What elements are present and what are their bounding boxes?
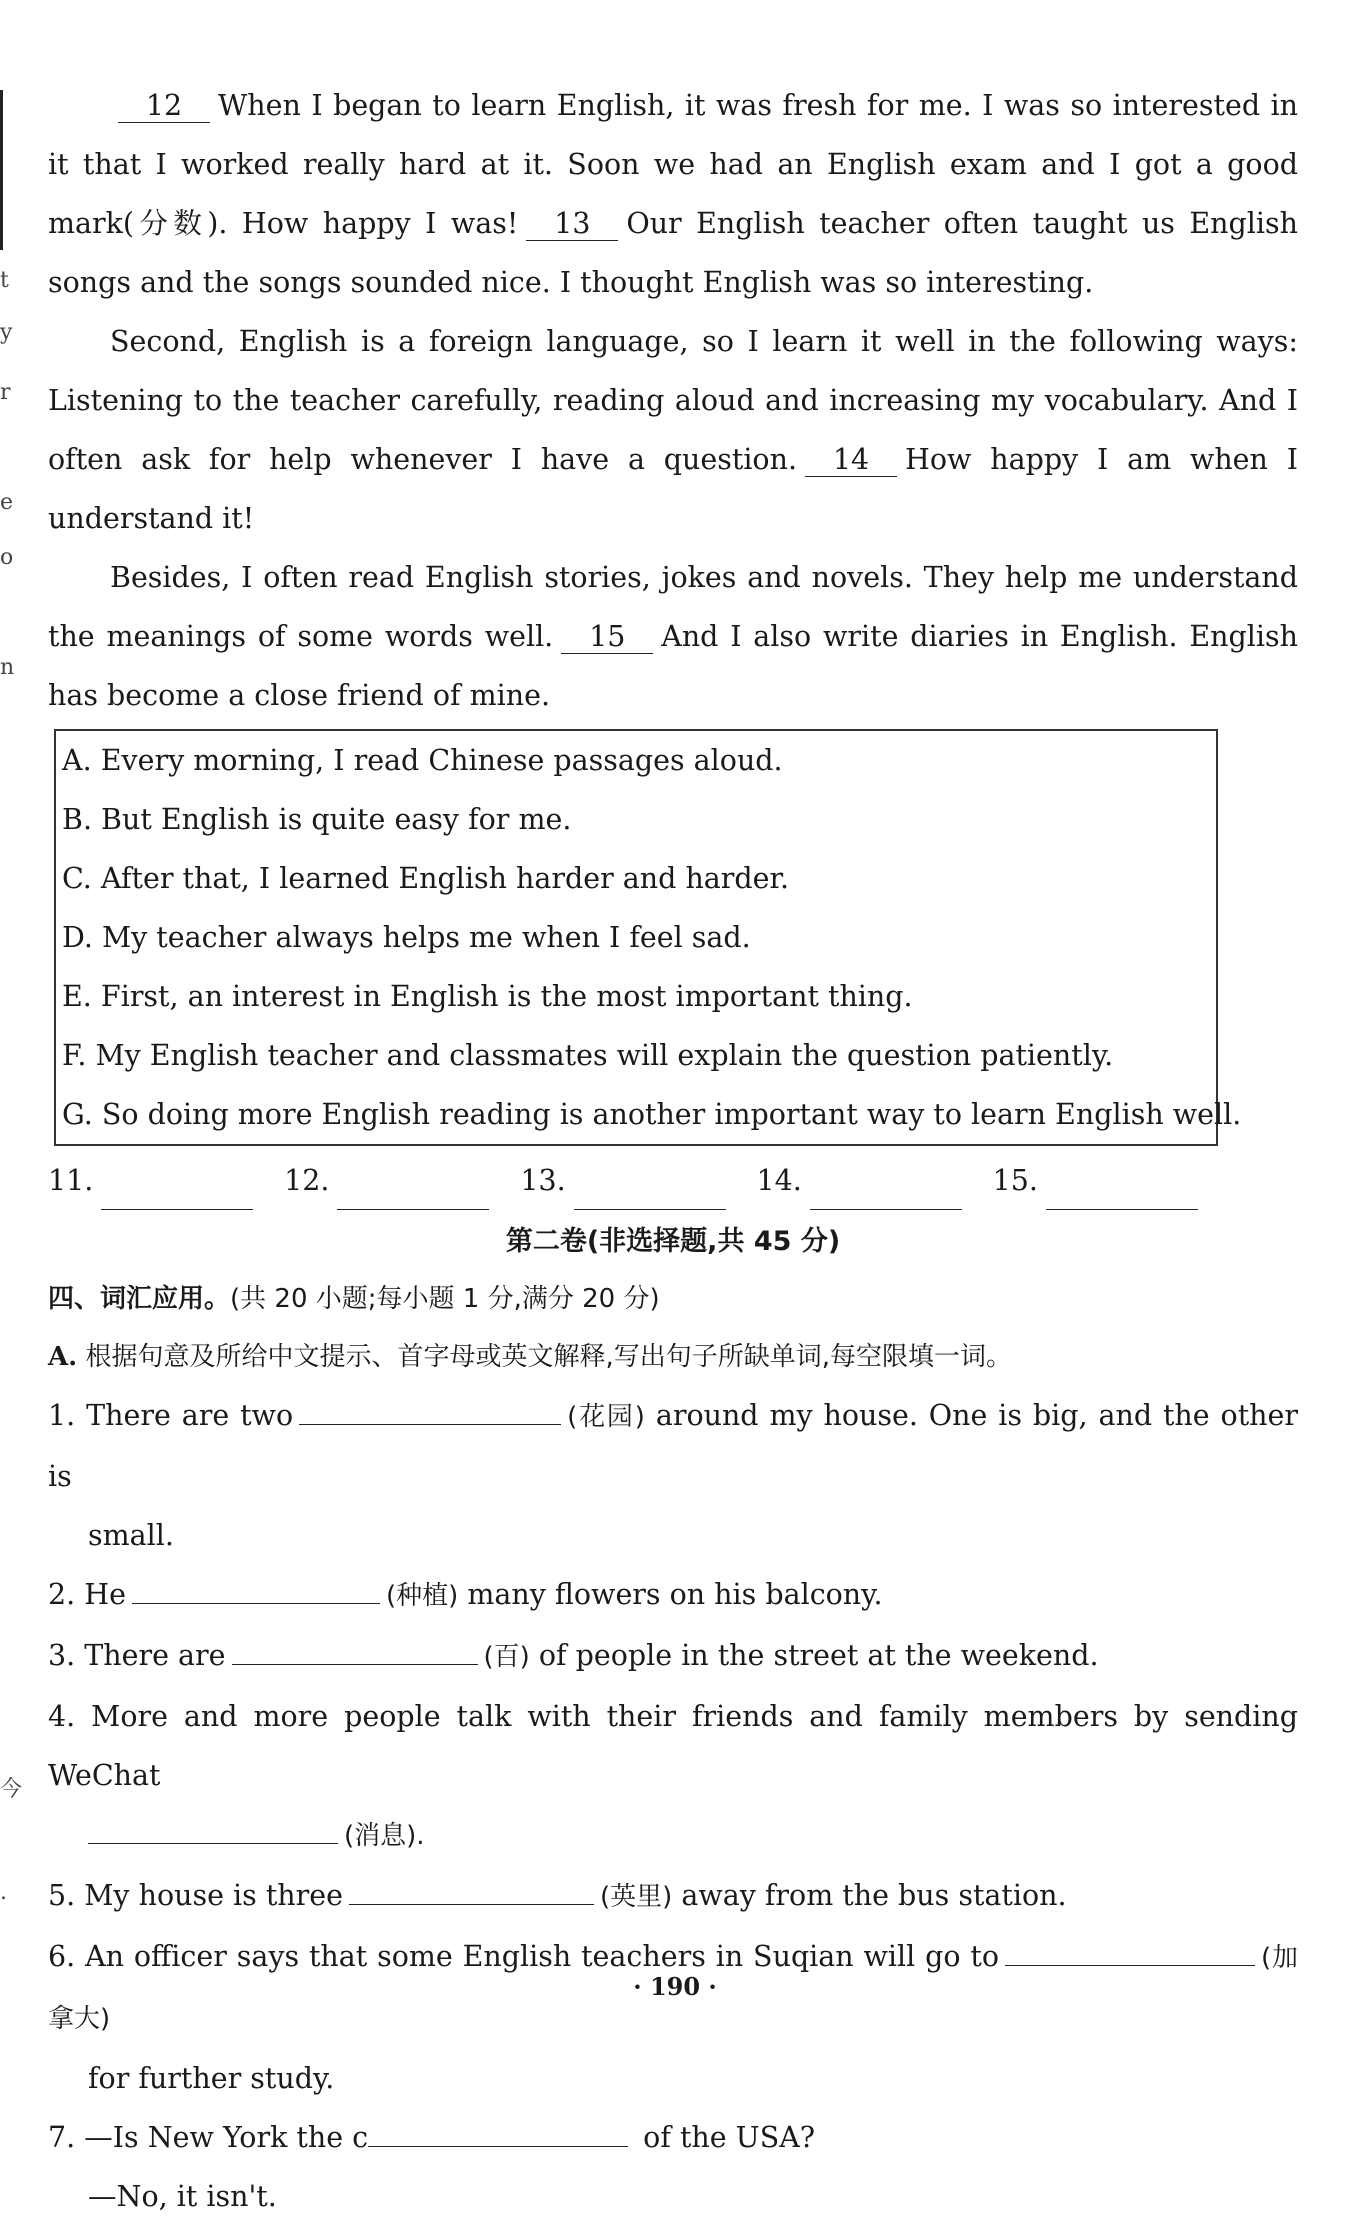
paragraph-text: How happy I am when I understand it! xyxy=(48,443,1298,535)
question-4 xyxy=(48,1687,1298,1805)
question-text: 5. My house is three xyxy=(48,1879,343,1912)
part-a-label: A. xyxy=(48,1342,78,1372)
option-e: E. First, an interest in English is the most important thing. xyxy=(62,980,913,1013)
question-6-continued: for further study. xyxy=(88,2062,335,2095)
question-hint: (加拿大) xyxy=(48,1943,1298,2034)
option-d: D. My teacher always helps me when I feel sad. xyxy=(62,921,751,954)
question-hint: (消息). xyxy=(344,1821,425,1851)
paragraph-text: When I began to learn English, it was fresh for me. I was so interested in it that I worked really hard at it. Soon we had an English exam and I got a good mark(分数). How happy I was! xyxy=(48,89,1298,240)
margin-rule xyxy=(0,90,3,250)
margin-mark: y xyxy=(0,320,13,345)
passage-paragraph-3 xyxy=(48,548,1298,725)
margin-mark: . xyxy=(0,1880,7,1905)
answer-label: 11. xyxy=(48,1164,94,1197)
question-2 xyxy=(48,1565,1298,1626)
question-hint: (百) xyxy=(483,1642,530,1672)
paragraph-text: Besides, I often read English stories, jokes and novels. They help me understand the meanings of some words well. xyxy=(48,561,1298,653)
fill-blank[interactable] xyxy=(132,1573,380,1604)
answer-15 xyxy=(993,1151,1198,1210)
answer-label: 14. xyxy=(756,1164,802,1197)
question-3 xyxy=(48,1626,1298,1687)
fill-blank[interactable] xyxy=(232,1634,478,1665)
answer-line[interactable] xyxy=(1046,1179,1198,1210)
answer-line[interactable] xyxy=(101,1179,253,1210)
passage-paragraph-2 xyxy=(48,312,1298,548)
question-5 xyxy=(48,1866,1298,1927)
fill-blank[interactable] xyxy=(349,1874,594,1905)
margin-mark: e xyxy=(0,490,14,515)
blank-14: 14 xyxy=(805,444,897,477)
answer-row xyxy=(48,1154,1198,1210)
margin-mark: n xyxy=(0,655,15,680)
question-text: away from the bus station. xyxy=(681,1879,1067,1912)
answer-label: 13. xyxy=(520,1164,566,1197)
question-hint: (英里) xyxy=(599,1882,673,1912)
fill-blank[interactable] xyxy=(88,1813,338,1844)
question-text: of the USA? xyxy=(643,2121,816,2154)
answer-line[interactable] xyxy=(574,1179,726,1210)
answer-12 xyxy=(284,1151,489,1210)
question-7-reply: —No, it isn't. xyxy=(88,2180,277,2213)
question-text: many flowers on his balcony. xyxy=(467,1578,883,1611)
answer-label: 12. xyxy=(284,1164,330,1197)
question-7 xyxy=(48,2108,1298,2167)
section-four-title: 四、词汇应用。 xyxy=(48,1284,231,1314)
margin-mark: r xyxy=(0,380,11,405)
question-text: 7. —Is New York the c xyxy=(48,2121,369,2154)
question-text: 3. There are xyxy=(48,1639,226,1672)
answer-line[interactable] xyxy=(337,1179,489,1210)
question-4-continued xyxy=(48,1805,1298,1866)
fill-blank[interactable] xyxy=(299,1394,561,1425)
option-b: B. But English is quite easy for me. xyxy=(62,803,572,836)
question-text: around my house. One is big, and the other is xyxy=(48,1399,1299,1493)
answer-label: 15. xyxy=(992,1164,1038,1197)
question-text: 2. He xyxy=(48,1578,126,1611)
question-hint: (种植) xyxy=(385,1581,459,1611)
section-four-heading xyxy=(48,1270,1298,1328)
question-text: of people in the street at the weekend. xyxy=(538,1639,1099,1672)
blank-12: 12 xyxy=(118,90,210,123)
content-area xyxy=(48,76,1298,2226)
paragraph-text: And I also write diaries in English. English has become a close friend of mine. xyxy=(48,620,1298,712)
blank-15: 15 xyxy=(561,621,653,654)
paragraph-text: Our English teacher often taught us English songs and the songs sounded nice. I thought English was so interesting. xyxy=(48,207,1298,299)
question-1 xyxy=(48,1386,1298,1506)
option-f: F. My English teacher and classmates will explain the question patiently. xyxy=(62,1039,1114,1072)
question-text: 4. More and more people talk with their friends and family members by sending WeChat xyxy=(48,1700,1298,1792)
section-four-note: (共 20 小题;每小题 1 分,满分 20 分) xyxy=(230,1284,660,1314)
margin-mark: t xyxy=(0,268,9,293)
options-box xyxy=(54,729,1242,1146)
question-hint: (花园) xyxy=(567,1402,645,1432)
margin-mark: 今 xyxy=(0,1777,23,1802)
answer-13 xyxy=(520,1151,725,1210)
question-text: 1. There are two xyxy=(48,1399,294,1432)
part-a-instruction xyxy=(48,1328,1298,1386)
option-c: C. After that, I learned English harder and harder. xyxy=(62,862,790,895)
answer-11 xyxy=(48,1151,253,1210)
option-a: A. Every morning, I read Chinese passages aloud. xyxy=(62,744,783,777)
answer-14 xyxy=(756,1151,961,1210)
passage-paragraph-1 xyxy=(48,76,1298,312)
fill-blank[interactable] xyxy=(368,2116,628,2147)
blank-13: 13 xyxy=(526,208,618,241)
margin-mark: o xyxy=(0,545,14,570)
question-1-continued: small. xyxy=(88,1519,174,1552)
paragraph-text: Second, English is a foreign language, so I learn it well in the following ways: Listening to the teacher carefully, reading aloud and increasing my vocabulary. And I often ask for help whenever I have a question. xyxy=(48,325,1298,476)
page-number: · 190 · xyxy=(633,1972,717,2001)
question-text: 6. An officer says that some English teachers in Suqian will go to xyxy=(48,1940,1000,1973)
section-title: 第二卷(非选择题,共 45 分) xyxy=(505,1226,841,1257)
part-a-text: 根据句意及所给中文提示、首字母或英文解释,写出句子所缺单词,每空限填一词。 xyxy=(85,1342,1013,1372)
option-g: G. So doing more English reading is another important way to learn English well. xyxy=(62,1098,1242,1131)
fill-blank[interactable] xyxy=(1005,1935,1255,1966)
answer-line[interactable] xyxy=(810,1179,962,1210)
